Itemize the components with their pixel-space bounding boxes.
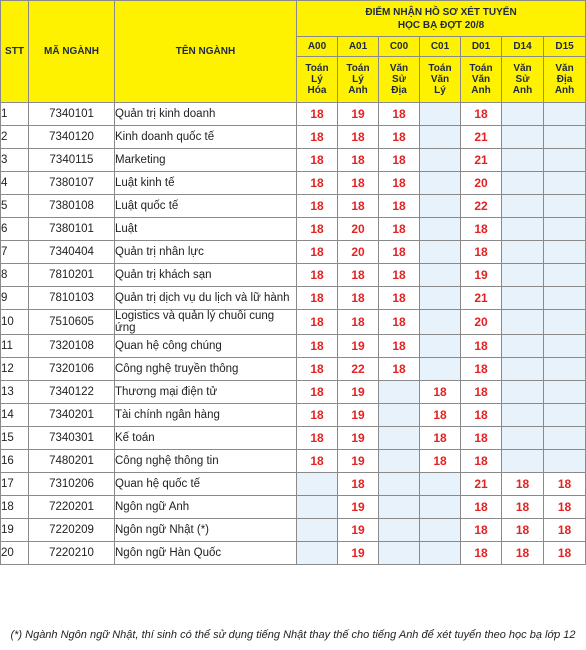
score-cell-empty [502, 195, 544, 218]
score-cell: 18 [379, 218, 420, 241]
group-code-c01: C01 [420, 37, 461, 57]
score-cell: 18 [502, 519, 544, 542]
subject-label: Toán [305, 63, 329, 74]
subject-label: Lý [352, 74, 364, 85]
score-cell: 18 [544, 496, 586, 519]
subject-label: Địa [556, 74, 573, 85]
score-cell: 18 [420, 404, 461, 427]
score-cell-empty [502, 218, 544, 241]
score-cell-empty [420, 496, 461, 519]
score-cell: 19 [338, 103, 379, 126]
score-cell-empty [502, 404, 544, 427]
score-cell-empty [544, 404, 586, 427]
row-major-code: 7340201 [29, 404, 115, 427]
row-stt: 5 [1, 195, 29, 218]
score-cell-empty [420, 103, 461, 126]
score-cell-empty [379, 473, 420, 496]
subject-label: Văn [471, 74, 491, 85]
score-cell-empty [544, 427, 586, 450]
score-cell: 18 [379, 241, 420, 264]
score-cell-empty [544, 335, 586, 358]
score-cell-empty [544, 381, 586, 404]
score-cell: 21 [461, 126, 502, 149]
score-cell: 18 [338, 195, 379, 218]
score-cell-empty [544, 149, 586, 172]
row-major-name: Ngôn ngữ Hàn Quốc [115, 542, 297, 565]
row-major-code: 7380107 [29, 172, 115, 195]
score-cell: 18 [461, 103, 502, 126]
score-cell-empty [420, 241, 461, 264]
score-cell-empty [420, 172, 461, 195]
subject-label: Lý [311, 74, 323, 85]
table-row [1, 473, 586, 496]
score-cell-empty [297, 519, 338, 542]
row-major-code: 7220201 [29, 496, 115, 519]
score-cell-empty [420, 519, 461, 542]
score-cell-empty [379, 542, 420, 565]
score-cell: 18 [338, 149, 379, 172]
row-major-name: Logistics và quản lý chuỗi cung ứng [115, 310, 297, 335]
score-cell-empty [297, 542, 338, 565]
score-cell: 18 [338, 172, 379, 195]
score-cell: 19 [338, 335, 379, 358]
score-cell: 18 [297, 126, 338, 149]
table-row [1, 264, 586, 287]
score-cell-empty [379, 404, 420, 427]
score-cell-empty [502, 241, 544, 264]
table-row [1, 218, 586, 241]
row-major-name: Quan hệ quốc tế [115, 473, 297, 496]
subject-label: Địa [391, 85, 407, 96]
score-cell-empty [420, 126, 461, 149]
header-stt: STT [1, 1, 29, 103]
score-cell-empty [502, 358, 544, 381]
score-cell: 18 [502, 542, 544, 565]
score-cell-empty [544, 287, 586, 310]
score-cell-empty [544, 358, 586, 381]
row-major-name: Quản trị khách sạn [115, 264, 297, 287]
table-row [1, 404, 586, 427]
row-stt: 3 [1, 149, 29, 172]
header-code: MÃ NGÀNH [29, 1, 115, 103]
score-cell: 18 [297, 264, 338, 287]
subject-label: Sử [392, 74, 406, 85]
score-cell-empty [502, 149, 544, 172]
score-cell-empty [502, 103, 544, 126]
score-cell-empty [502, 310, 544, 335]
score-cell: 18 [502, 496, 544, 519]
score-cell-empty [502, 172, 544, 195]
score-cell: 18 [379, 103, 420, 126]
score-cell-empty [502, 450, 544, 473]
score-cell: 18 [461, 358, 502, 381]
row-major-name: Luật quốc tế [115, 195, 297, 218]
score-cell: 18 [297, 335, 338, 358]
score-cell-empty [544, 126, 586, 149]
score-cell: 18 [420, 450, 461, 473]
row-stt: 18 [1, 496, 29, 519]
subject-label: Lý [434, 85, 446, 96]
score-cell: 18 [379, 172, 420, 195]
title-line-2: HỌC BẠ ĐỢT 20/8 [397, 19, 485, 31]
row-stt: 7 [1, 241, 29, 264]
score-cell-empty [420, 310, 461, 335]
score-cell-empty [544, 218, 586, 241]
score-cell: 21 [461, 287, 502, 310]
table-title [297, 1, 586, 37]
row-major-name: Tài chính ngân hàng [115, 404, 297, 427]
row-major-name: Marketing [115, 149, 297, 172]
score-cell-empty [502, 427, 544, 450]
score-cell: 19 [461, 264, 502, 287]
table-row [1, 542, 586, 565]
table-row [1, 149, 586, 172]
score-cell-empty [420, 473, 461, 496]
score-cell-empty [297, 473, 338, 496]
subject-label: Văn [430, 74, 450, 85]
score-cell: 18 [379, 195, 420, 218]
row-stt: 20 [1, 542, 29, 565]
score-cell-empty [420, 335, 461, 358]
score-cell: 18 [297, 218, 338, 241]
row-major-code: 7340101 [29, 103, 115, 126]
group-code-d15: D15 [544, 37, 586, 57]
group-code-d14: D14 [502, 37, 544, 57]
table-row [1, 172, 586, 195]
table-row [1, 126, 586, 149]
table-row [1, 310, 586, 335]
score-cell: 18 [297, 358, 338, 381]
row-major-code: 7480201 [29, 450, 115, 473]
score-cell: 18 [461, 381, 502, 404]
score-cell-empty [379, 427, 420, 450]
row-stt: 19 [1, 519, 29, 542]
score-cell: 18 [379, 126, 420, 149]
row-stt: 2 [1, 126, 29, 149]
score-cell: 18 [544, 542, 586, 565]
score-cell-empty [379, 519, 420, 542]
row-major-code: 7340115 [29, 149, 115, 172]
score-cell: 21 [461, 149, 502, 172]
group-subjects-c00 [379, 57, 420, 103]
score-cell: 18 [297, 427, 338, 450]
score-cell: 18 [420, 427, 461, 450]
group-code-a00: A00 [297, 37, 338, 57]
score-cell-empty [502, 335, 544, 358]
row-stt: 4 [1, 172, 29, 195]
row-major-code: 7340404 [29, 241, 115, 264]
score-cell: 18 [502, 473, 544, 496]
score-cell-empty [379, 381, 420, 404]
table-row [1, 195, 586, 218]
subject-label: Văn [513, 63, 532, 74]
row-major-name: Ngôn ngữ Nhật (*) [115, 519, 297, 542]
table-row [1, 427, 586, 450]
score-cell-empty [420, 195, 461, 218]
score-cell: 19 [338, 381, 379, 404]
row-major-name: Ngôn ngữ Anh [115, 496, 297, 519]
score-cell-empty [544, 241, 586, 264]
score-cell: 18 [461, 241, 502, 264]
score-cell-empty [379, 450, 420, 473]
score-cell-empty [420, 358, 461, 381]
score-cell: 19 [338, 519, 379, 542]
score-cell: 18 [544, 519, 586, 542]
subject-label: Hóa [307, 85, 327, 96]
score-cell: 18 [297, 404, 338, 427]
header-name: TÊN NGÀNH [115, 1, 297, 103]
score-cell: 18 [338, 264, 379, 287]
table-row [1, 358, 586, 381]
score-cell: 20 [461, 310, 502, 335]
row-major-code: 7320106 [29, 358, 115, 381]
table-row [1, 381, 586, 404]
row-major-name: Thương mại điện tử [115, 381, 297, 404]
group-subjects-d14 [502, 57, 544, 103]
group-code-a01: A01 [338, 37, 379, 57]
row-stt: 8 [1, 264, 29, 287]
group-subjects-a01 [338, 57, 379, 103]
score-cell: 18 [338, 473, 379, 496]
row-stt: 9 [1, 287, 29, 310]
score-cell: 22 [461, 195, 502, 218]
row-major-name: Luật kinh tế [115, 172, 297, 195]
score-cell: 19 [338, 542, 379, 565]
row-major-name: Công nghệ thông tin [115, 450, 297, 473]
score-cell: 18 [461, 427, 502, 450]
row-major-code: 7340122 [29, 381, 115, 404]
score-cell: 18 [379, 310, 420, 335]
row-major-code: 7810201 [29, 264, 115, 287]
row-major-code: 7310206 [29, 473, 115, 496]
score-cell: 18 [379, 335, 420, 358]
subject-label: Toán [346, 63, 370, 74]
subject-label: Anh [554, 85, 575, 96]
row-major-name: Quản trị nhân lực [115, 241, 297, 264]
group-subjects-d01 [461, 57, 502, 103]
table-row [1, 335, 586, 358]
score-cell: 18 [338, 310, 379, 335]
row-major-name: Công nghệ truyền thông [115, 358, 297, 381]
row-stt: 16 [1, 450, 29, 473]
score-cell: 18 [338, 287, 379, 310]
score-cell: 18 [297, 241, 338, 264]
row-major-code: 7340120 [29, 126, 115, 149]
score-cell-empty [420, 287, 461, 310]
subject-label: Sử [515, 74, 530, 85]
score-cell: 18 [297, 450, 338, 473]
score-cell: 18 [461, 404, 502, 427]
score-cell: 18 [297, 287, 338, 310]
table-row [1, 496, 586, 519]
score-cell: 18 [379, 358, 420, 381]
score-cell: 21 [461, 473, 502, 496]
row-major-name: Luật [115, 218, 297, 241]
subject-label: Anh [512, 85, 533, 96]
score-cell-empty [502, 381, 544, 404]
score-cell-empty [502, 126, 544, 149]
score-cell: 18 [297, 172, 338, 195]
group-subjects-c01 [420, 57, 461, 103]
row-major-name: Quan hệ công chúng [115, 335, 297, 358]
score-cell-empty [420, 264, 461, 287]
table-row [1, 287, 586, 310]
row-stt: 1 [1, 103, 29, 126]
score-cell: 18 [297, 310, 338, 335]
subject-label: Anh [348, 85, 368, 96]
score-cell-empty [544, 103, 586, 126]
row-major-name: Kế toán [115, 427, 297, 450]
score-cell: 18 [461, 542, 502, 565]
row-major-code: 7510605 [29, 310, 115, 335]
score-cell-empty [502, 264, 544, 287]
score-cell: 18 [297, 195, 338, 218]
row-major-code: 7380101 [29, 218, 115, 241]
score-cell: 18 [544, 473, 586, 496]
row-stt: 13 [1, 381, 29, 404]
score-cell: 20 [461, 172, 502, 195]
score-cell-empty [379, 496, 420, 519]
score-cell: 18 [461, 450, 502, 473]
subject-label: Toán [428, 63, 452, 74]
score-cell: 18 [461, 496, 502, 519]
score-cell: 19 [338, 496, 379, 519]
score-cell-empty [544, 195, 586, 218]
score-cell-empty [420, 218, 461, 241]
score-cell-empty [544, 264, 586, 287]
row-major-name: Kinh doanh quốc tế [115, 126, 297, 149]
row-stt: 6 [1, 218, 29, 241]
group-code-c00: C00 [379, 37, 420, 57]
subject-label: Anh [471, 85, 491, 96]
group-subjects-a00 [297, 57, 338, 103]
subject-label: Văn [555, 63, 574, 74]
score-cell: 18 [461, 519, 502, 542]
row-major-code: 7340301 [29, 427, 115, 450]
row-stt: 12 [1, 358, 29, 381]
row-stt: 10 [1, 310, 29, 335]
table-row [1, 519, 586, 542]
row-stt: 17 [1, 473, 29, 496]
row-stt: 15 [1, 427, 29, 450]
score-cell: 18 [379, 264, 420, 287]
table-row [1, 241, 586, 264]
score-cell: 19 [338, 404, 379, 427]
score-cell-empty [297, 496, 338, 519]
score-cell: 18 [461, 335, 502, 358]
score-cell: 18 [297, 103, 338, 126]
row-major-code: 7220209 [29, 519, 115, 542]
score-cell-empty [502, 287, 544, 310]
score-cell-empty [420, 149, 461, 172]
score-cell: 18 [420, 381, 461, 404]
score-cell: 20 [338, 218, 379, 241]
score-cell: 19 [338, 427, 379, 450]
score-cell: 18 [461, 218, 502, 241]
table-row [1, 103, 586, 126]
score-cell: 20 [338, 241, 379, 264]
subject-label: Văn [389, 63, 409, 74]
row-major-name: Quản trị dịch vụ du lịch và lữ hành [115, 287, 297, 310]
title-line-1: ĐIỂM NHẬN HỒ SƠ XÉT TUYỂN [365, 6, 517, 18]
score-cell: 18 [338, 126, 379, 149]
row-major-code: 7380108 [29, 195, 115, 218]
row-major-code: 7810103 [29, 287, 115, 310]
row-stt: 14 [1, 404, 29, 427]
subject-label: Toán [469, 63, 493, 74]
row-major-code: 7320108 [29, 335, 115, 358]
score-cell-empty [544, 450, 586, 473]
score-cell-empty [420, 542, 461, 565]
row-stt: 11 [1, 335, 29, 358]
row-major-name: Quản trị kinh doanh [115, 103, 297, 126]
row-major-code: 7220210 [29, 542, 115, 565]
score-cell: 18 [379, 149, 420, 172]
score-cell: 18 [379, 287, 420, 310]
group-subjects-d15 [544, 57, 586, 103]
score-cell: 18 [297, 149, 338, 172]
score-cell-empty [544, 310, 586, 335]
score-cell: 18 [297, 381, 338, 404]
score-cell-empty [544, 172, 586, 195]
score-cell: 19 [338, 450, 379, 473]
score-cell: 22 [338, 358, 379, 381]
group-code-d01: D01 [461, 37, 502, 57]
footnote: (*) Ngành Ngôn ngữ Nhật, thí sinh có thể sử dụng tiếng Nhật thay thế cho tiếng Anh để xét tuyển theo học bạ lớp 12 [10, 629, 576, 641]
table-row [1, 450, 586, 473]
